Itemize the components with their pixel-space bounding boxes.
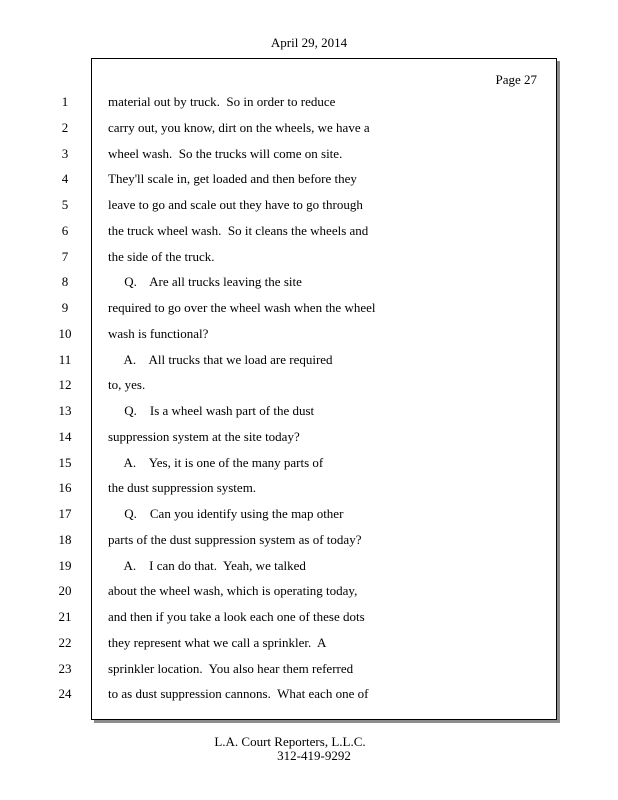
line-number: 5 <box>61 197 69 212</box>
line-text: Q. Are all trucks leaving the site <box>108 274 302 289</box>
line-number: 17 <box>58 506 72 521</box>
line-number: 13 <box>58 403 72 418</box>
line-text: parts of the dust suppression system as of today? <box>108 532 362 547</box>
line-number: 1 <box>61 94 69 109</box>
line-text: wash is functional? <box>108 326 209 341</box>
transcript-date: April 29, 2014 <box>270 35 348 50</box>
line-number: 12 <box>58 377 72 392</box>
line-number: 4 <box>61 171 69 186</box>
line-number: 15 <box>58 455 72 470</box>
line-text: sprinkler location. You also hear them referred <box>108 661 354 676</box>
line-number: 20 <box>58 583 72 598</box>
line-text: they represent what we call a sprinkler. A <box>108 635 327 650</box>
line-text: the dust suppression system. <box>108 480 257 495</box>
line-text: the side of the truck. <box>108 249 215 264</box>
page-number: Page 27 <box>495 72 537 87</box>
footer-phone: 312-419-9292 <box>277 748 351 763</box>
line-text: material out by truck. So in order to reduce <box>108 94 336 109</box>
line-text: to as dust suppression cannons. What each one of <box>108 686 369 701</box>
line-number: 14 <box>58 429 72 444</box>
line-text: required to go over the wheel wash when the wheel <box>108 300 376 315</box>
line-number: 23 <box>58 661 72 676</box>
line-text: Q. Is a wheel wash part of the dust <box>108 403 315 418</box>
footer-company: L.A. Court Reporters, L.L.C. <box>214 734 366 749</box>
line-text: Q. Can you identify using the map other <box>108 506 344 521</box>
line-number: 3 <box>61 146 69 161</box>
line-number: 19 <box>58 558 72 573</box>
line-number: 11 <box>58 352 72 367</box>
line-text: A. Yes, it is one of the many parts of <box>108 455 324 470</box>
line-number: 2 <box>61 120 69 135</box>
line-text: the truck wheel wash. So it cleans the wheels and <box>108 223 369 238</box>
line-number: 9 <box>61 300 69 315</box>
line-text: suppression system at the site today? <box>108 429 300 444</box>
line-text: carry out, you know, dirt on the wheels, we have a <box>108 120 370 135</box>
line-text: about the wheel wash, which is operating today, <box>108 583 358 598</box>
line-number: 6 <box>61 223 69 238</box>
line-text: A. I can do that. Yeah, we talked <box>108 558 306 573</box>
line-text: and then if you take a look each one of these dots <box>108 609 365 624</box>
line-text: wheel wash. So the trucks will come on site. <box>108 146 343 161</box>
line-number: 22 <box>58 635 72 650</box>
line-text: leave to go and scale out they have to go through <box>108 197 363 212</box>
line-number: 18 <box>58 532 72 547</box>
line-number: 10 <box>58 326 72 341</box>
line-text: to, yes. <box>108 377 146 392</box>
line-text: They'll scale in, get loaded and then before they <box>108 171 357 186</box>
line-number: 7 <box>61 249 69 264</box>
line-text: A. All trucks that we load are required <box>108 352 333 367</box>
line-number: 21 <box>58 609 72 624</box>
line-number: 24 <box>58 686 72 701</box>
line-number: 8 <box>61 274 69 289</box>
line-number: 16 <box>58 480 72 495</box>
